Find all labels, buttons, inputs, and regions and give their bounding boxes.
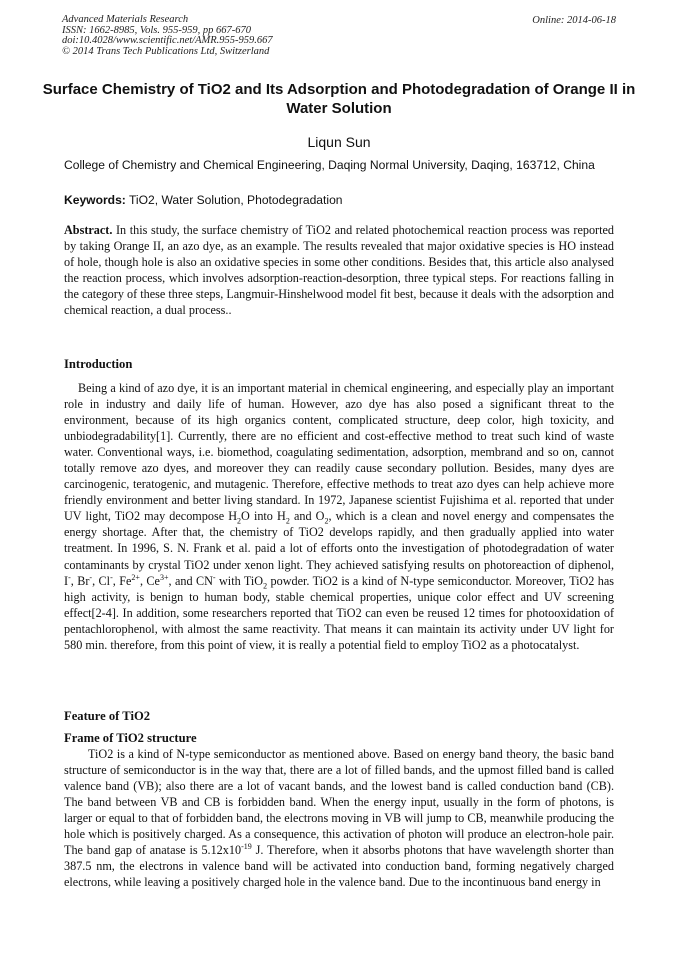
journal-doi: doi:10.4028/www.scientific.net/AMR.955-959.667 <box>62 35 273 46</box>
abstract <box>64 222 614 318</box>
author-name: Liqun Sun <box>307 134 371 150</box>
keywords <box>64 193 343 207</box>
journal-header <box>62 15 273 57</box>
feature-paragraph: TiO2 is a kind of N-type semiconductor as mentioned above. Based on energy band theory, the basic band structure of semiconductor is in the way that, there are a lot of filled bands, and the upmost filled band is called valence band (VB); also there are a lot of vacant bands, and the lowest band is called conduction band (CB). The band between VB and CB is forbidden band. When the energy input, usually in the form of photons, is larger or equal to that of forbidden band, the electrons moving in VB will jump to CB, meanwhile producing the hole which is positively charged. As a consequence, this activation of photon will produce an electron-hole pair. The band gap of anatase is $5.12x10^{-19}$ J. Therefore, when it absorbs photons that have wavelength shorter than 387.5 nm, the electrons in valence band will be activated into conduction band, forming negatively charged electrons, while leaving a positively charged hole in the valence band. Due to the incontinuous band energy in <box>64 747 614 890</box>
keywords-text: TiO2, Water Solution, Photodegradation <box>125 193 343 207</box>
section-heading-feature: Feature of TiO2 <box>64 709 151 723</box>
abstract-text: In this study, the surface chemistry of TiO2 and related photochemical reaction process was reported by taking Orange II, an azo dye, as an example. The results revealed that major oxidative species is HO instead of hole, though hole is also an oxidative species in some other conditions. Besides that, this article also analysed the reaction process, which involves adsorption-reaction-desorption, three typical steps. For reactions falling in the category of these three steps, Langmuir-Hinshelwood model fit best, because it deals with the adsorption and chemical reaction, a dual process.. <box>64 223 614 318</box>
keywords-label: Keywords: <box>64 193 126 207</box>
introduction-paragraph: Being a kind of azo dye, it is an important material in chemical engineering, and especially play an important role in industry and daily life of human. However, azo dye has also posed a significant threat to the environment, because of its high organics content, complicated structure, deep color, high toxicity, and unbiodegradability[1]. Currently, there are no efficient and cost-effective method to treat such kind of waste water. Conventional ways, i.e. biomethod, coagulating sedimentation, adsorption, membrand and so on, cannot totally remove azo dyes, and moreover they can readily cause secondary pollution. Besides, many dyes are carcinogenic, teratogenic, and mutagenic. Therefore, effective methods to treat azo dyes can help achieve more friendly environment and better living standard. In 1972, Japanese scientist Fujishima et al. reported that under UV light, TiO2 may decompose $H_2O$ into $H_2$ and $O_2$, which is a clean and novel energy and compensates the energy shortage. After that, the chemistry of TiO2 develops rapidly, and then gradually applied into water treatment. In 1996, S. N. Frank et al. paid a lot of efforts onto the investigation of photodegradation of water contaminants by crystal TiO2 under xenon light. They achieved satisfying results on photoreaction of diphenol, I-, Br-, Cl-, $Fe^{2+}$, $Ce^{3+}$, and CN- with TiO$_2$ powder. TiO2 is a kind of N-type semiconductor. Moreover, TiO2 has high activity, is benign to human body, stable chemical properties, unique color effect and UV screening effect[2-4]. In addition, some researchers reported that TiO2 can even be reused 12 times for photooxidation of pentachlorophenol, with almost the same reactivity. That means it can maintain its activity under UV light for 580 min. therefore, from this point of view, it is really a potential field to employ TiO2 as a photocatalyst. <box>64 381 615 652</box>
section-heading-introduction: Introduction <box>64 357 133 371</box>
subsection-heading-frame: Frame of TiO2 structure <box>64 731 197 745</box>
online-date: Online: 2014-06-18 <box>532 15 616 26</box>
author-affiliation: College of Chemistry and Chemical Engineering, Daqing Normal University, Daqing, 163712, China <box>64 158 595 172</box>
journal-name: Advanced Materials Research <box>62 14 189 25</box>
abstract-label: Abstract. <box>64 223 113 237</box>
paper-title: Surface Chemistry of TiO2 and Its Adsorption and Photodegradation of Orange II in Water Solution <box>42 81 636 117</box>
journal-copyright: © 2014 Trans Tech Publications Ltd, Switzerland <box>62 45 270 57</box>
journal-issn: ISSN: 1662-8985, Vols. 955-959, pp 667-670 <box>62 24 251 36</box>
